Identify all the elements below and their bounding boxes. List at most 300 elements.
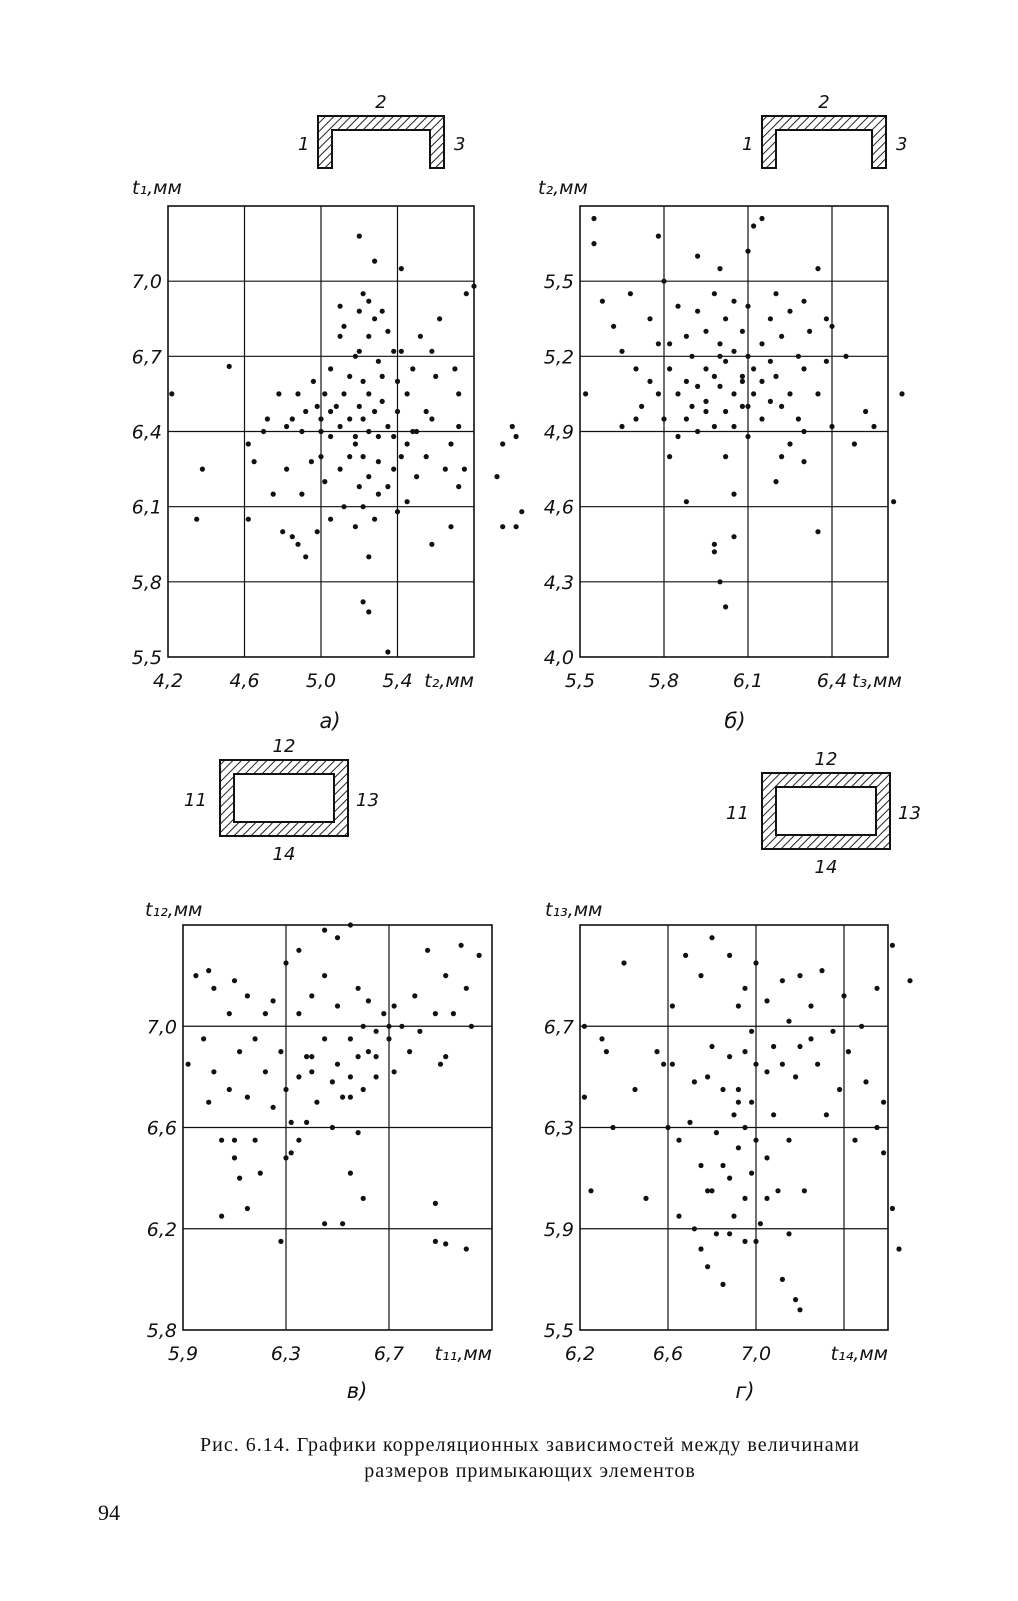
y-tick-label: 5,8 xyxy=(131,571,162,594)
x-tick-label: 5,9 xyxy=(167,1343,199,1365)
data-point xyxy=(703,329,708,334)
data-point xyxy=(361,1196,366,1201)
data-point xyxy=(695,254,700,259)
data-point xyxy=(779,404,784,409)
data-point xyxy=(335,1062,340,1067)
data-point xyxy=(283,1155,288,1160)
data-point xyxy=(751,223,756,228)
data-point xyxy=(779,454,784,459)
data-point xyxy=(661,416,666,421)
data-point xyxy=(194,517,199,522)
data-point xyxy=(731,1214,736,1219)
data-point xyxy=(619,349,624,354)
data-point xyxy=(462,467,467,472)
data-point xyxy=(412,993,417,998)
data-point xyxy=(237,1176,242,1181)
data-point xyxy=(802,1188,807,1193)
data-point xyxy=(438,1062,443,1067)
data-point xyxy=(768,316,773,321)
x-axis-label: t₂,мм xyxy=(424,670,474,692)
data-point xyxy=(815,266,820,271)
figure-caption xyxy=(130,1432,930,1484)
data-point xyxy=(709,1044,714,1049)
data-point xyxy=(410,429,415,434)
data-point xyxy=(392,1003,397,1008)
y-tick-label: 5,5 xyxy=(131,647,162,669)
data-point xyxy=(797,973,802,978)
data-point xyxy=(611,324,616,329)
data-point xyxy=(283,960,288,965)
y-tick-label: 5,5 xyxy=(543,1320,574,1342)
data-point xyxy=(356,1130,361,1135)
data-point xyxy=(328,409,333,414)
data-point xyxy=(278,1239,283,1244)
data-point xyxy=(874,1125,879,1130)
profile-label: 12 xyxy=(272,736,296,757)
data-point xyxy=(429,416,434,421)
data-point xyxy=(684,416,689,421)
data-point xyxy=(588,1188,593,1193)
data-point xyxy=(380,399,385,404)
data-point xyxy=(265,416,270,421)
data-point xyxy=(628,291,633,296)
y-tick-label: 7,0 xyxy=(146,1016,177,1039)
data-point xyxy=(759,416,764,421)
data-point xyxy=(591,216,596,221)
data-point xyxy=(456,391,461,396)
x-axis-label: t₁₁,мм xyxy=(434,1343,492,1365)
data-point xyxy=(808,1036,813,1041)
data-point xyxy=(731,424,736,429)
data-point xyxy=(727,1231,732,1236)
data-point xyxy=(712,424,717,429)
data-point xyxy=(366,391,371,396)
data-point xyxy=(464,986,469,991)
data-point xyxy=(338,467,343,472)
data-point xyxy=(219,1138,224,1143)
data-point xyxy=(348,1036,353,1041)
data-point xyxy=(632,1087,637,1092)
data-point xyxy=(374,1074,379,1079)
data-point xyxy=(742,1196,747,1201)
data-point xyxy=(335,935,340,940)
data-point xyxy=(619,424,624,429)
box-section-hollow xyxy=(234,774,334,822)
data-point xyxy=(689,354,694,359)
data-point xyxy=(385,649,390,654)
data-point xyxy=(456,484,461,489)
x-tick-label: 4,6 xyxy=(229,670,260,692)
y-tick-label: 5,2 xyxy=(543,346,574,369)
data-point xyxy=(773,479,778,484)
data-point xyxy=(361,1087,366,1092)
data-point xyxy=(720,1087,725,1092)
y-tick-label: 5,5 xyxy=(543,271,574,294)
data-point xyxy=(376,459,381,464)
data-point xyxy=(599,1036,604,1041)
data-point xyxy=(703,399,708,404)
y-axis-label: t₂,мм xyxy=(538,177,588,199)
data-point xyxy=(736,1003,741,1008)
data-point xyxy=(764,1069,769,1074)
data-point xyxy=(689,404,694,409)
data-point xyxy=(891,499,896,504)
profile-label: 1 xyxy=(742,134,754,155)
data-point xyxy=(896,1246,901,1251)
data-point xyxy=(193,973,198,978)
data-point xyxy=(376,359,381,364)
data-point xyxy=(361,454,366,459)
data-point xyxy=(621,960,626,965)
x-tick-label: 5,0 xyxy=(305,670,337,692)
data-point xyxy=(731,534,736,539)
data-point xyxy=(684,379,689,384)
data-point xyxy=(459,943,464,948)
data-point xyxy=(633,416,638,421)
data-point xyxy=(290,534,295,539)
data-point xyxy=(443,1054,448,1059)
data-point xyxy=(745,304,750,309)
data-point xyxy=(796,416,801,421)
data-point xyxy=(843,354,848,359)
data-point xyxy=(871,424,876,429)
data-point xyxy=(295,391,300,396)
data-point xyxy=(824,1112,829,1117)
data-point xyxy=(366,429,371,434)
data-point xyxy=(366,998,371,1003)
data-point xyxy=(227,1087,232,1092)
data-point xyxy=(348,922,353,927)
data-point xyxy=(742,1239,747,1244)
data-point xyxy=(582,1024,587,1029)
data-point xyxy=(797,1307,802,1312)
data-point xyxy=(334,404,339,409)
data-point xyxy=(304,1054,309,1059)
x-tick-label: 6,7 xyxy=(373,1343,405,1365)
data-point xyxy=(753,1239,758,1244)
data-point xyxy=(443,1241,448,1246)
data-point xyxy=(246,441,251,446)
profile-label: 11 xyxy=(184,790,207,811)
data-point xyxy=(824,359,829,364)
data-point xyxy=(846,1049,851,1054)
data-point xyxy=(361,599,366,604)
data-point xyxy=(723,454,728,459)
x-tick-label: 6,1 xyxy=(732,670,764,692)
data-point xyxy=(797,1044,802,1049)
data-point xyxy=(731,492,736,497)
data-point xyxy=(661,1062,666,1067)
data-point xyxy=(787,391,792,396)
data-point xyxy=(206,1100,211,1105)
data-point xyxy=(318,416,323,421)
data-point xyxy=(361,504,366,509)
data-point xyxy=(399,454,404,459)
data-point xyxy=(340,1095,345,1100)
profile-diagram xyxy=(298,92,465,168)
data-point xyxy=(376,492,381,497)
data-point xyxy=(742,986,747,991)
data-point xyxy=(841,993,846,998)
data-point xyxy=(709,1188,714,1193)
data-point xyxy=(764,998,769,1003)
data-point xyxy=(753,1138,758,1143)
x-tick-label: 6,3 xyxy=(270,1343,302,1365)
data-point xyxy=(443,467,448,472)
data-point xyxy=(740,379,745,384)
y-tick-label: 4,3 xyxy=(543,571,574,594)
data-point xyxy=(771,1044,776,1049)
data-point xyxy=(227,1011,232,1016)
data-point xyxy=(675,304,680,309)
data-point xyxy=(712,374,717,379)
data-point xyxy=(600,299,605,304)
data-point xyxy=(881,1150,886,1155)
data-point xyxy=(395,509,400,514)
data-point xyxy=(656,234,661,239)
data-point xyxy=(768,399,773,404)
data-point xyxy=(654,1049,659,1054)
data-point xyxy=(357,309,362,314)
data-point xyxy=(299,492,304,497)
data-point xyxy=(801,366,806,371)
data-point xyxy=(253,1036,258,1041)
data-point xyxy=(237,1049,242,1054)
x-tick-label: 7,0 xyxy=(740,1343,772,1365)
data-point xyxy=(245,993,250,998)
data-point xyxy=(405,499,410,504)
data-point xyxy=(386,1024,391,1029)
data-point xyxy=(357,404,362,409)
profile-label: 3 xyxy=(896,134,908,155)
data-point xyxy=(723,359,728,364)
data-point xyxy=(780,978,785,983)
data-point xyxy=(753,960,758,965)
profile-diagram xyxy=(726,749,921,878)
data-point xyxy=(347,374,352,379)
data-point xyxy=(863,409,868,414)
data-point xyxy=(759,379,764,384)
data-point xyxy=(736,1100,741,1105)
y-tick-label: 6,7 xyxy=(543,1016,574,1039)
data-point xyxy=(437,316,442,321)
data-point xyxy=(808,1003,813,1008)
data-point xyxy=(246,517,251,522)
channel-section xyxy=(318,116,444,168)
data-point xyxy=(399,1024,404,1029)
data-point xyxy=(263,1011,268,1016)
data-point xyxy=(717,266,722,271)
data-point xyxy=(647,379,652,384)
data-point xyxy=(322,973,327,978)
data-point xyxy=(391,349,396,354)
data-point xyxy=(698,973,703,978)
data-point xyxy=(751,366,756,371)
data-point xyxy=(414,474,419,479)
data-point xyxy=(357,234,362,239)
data-point xyxy=(366,609,371,614)
data-point xyxy=(670,1003,675,1008)
data-point xyxy=(874,986,879,991)
profile-label: 3 xyxy=(454,134,466,155)
data-point xyxy=(385,424,390,429)
data-point xyxy=(676,1214,681,1219)
data-point xyxy=(768,359,773,364)
data-point xyxy=(314,1100,319,1105)
data-point xyxy=(695,309,700,314)
data-point xyxy=(353,524,358,529)
profile-label: 13 xyxy=(898,803,921,824)
data-point xyxy=(271,1105,276,1110)
x-axis-label: t₁₄,мм xyxy=(830,1343,888,1365)
data-point xyxy=(391,467,396,472)
y-tick-label: 6,4 xyxy=(131,421,162,444)
data-point xyxy=(801,429,806,434)
data-point xyxy=(328,434,333,439)
data-point xyxy=(775,1188,780,1193)
data-point xyxy=(712,291,717,296)
data-point xyxy=(717,341,722,346)
y-tick-label: 6,6 xyxy=(146,1117,177,1140)
data-point xyxy=(283,1087,288,1092)
data-point xyxy=(780,1277,785,1282)
data-point xyxy=(740,329,745,334)
data-point xyxy=(464,291,469,296)
y-tick-label: 4,0 xyxy=(543,647,574,669)
x-axis-label: t₃,мм xyxy=(852,670,902,692)
data-point xyxy=(348,1095,353,1100)
data-point xyxy=(852,441,857,446)
data-point xyxy=(727,1054,732,1059)
data-point xyxy=(801,299,806,304)
profile-label: 1 xyxy=(298,134,310,155)
data-point xyxy=(815,529,820,534)
data-point xyxy=(890,943,895,948)
panel-label: в) xyxy=(346,1379,368,1403)
data-point xyxy=(749,1029,754,1034)
data-point xyxy=(211,986,216,991)
data-point xyxy=(714,1130,719,1135)
data-point xyxy=(731,349,736,354)
data-point xyxy=(245,1095,250,1100)
data-point xyxy=(425,948,430,953)
data-point xyxy=(348,1074,353,1079)
data-point xyxy=(859,1024,864,1029)
data-point xyxy=(703,366,708,371)
profile-diagram xyxy=(184,736,379,865)
data-point xyxy=(356,986,361,991)
data-point xyxy=(514,524,519,529)
data-point xyxy=(519,509,524,514)
data-point xyxy=(322,928,327,933)
data-point xyxy=(304,1120,309,1125)
data-point xyxy=(330,1079,335,1084)
data-point xyxy=(219,1214,224,1219)
panel-label: б) xyxy=(724,709,746,733)
data-point xyxy=(714,1231,719,1236)
data-point xyxy=(253,1138,258,1143)
data-point xyxy=(787,441,792,446)
data-point xyxy=(745,434,750,439)
x-tick-label: 6,6 xyxy=(652,1343,684,1365)
data-point xyxy=(366,554,371,559)
data-point xyxy=(340,1221,345,1226)
data-point xyxy=(705,1264,710,1269)
data-point xyxy=(451,1011,456,1016)
data-point xyxy=(424,454,429,459)
x-tick-label: 5,4 xyxy=(382,670,413,692)
panel-label: г) xyxy=(735,1379,755,1403)
data-point xyxy=(731,299,736,304)
data-point xyxy=(723,409,728,414)
data-point xyxy=(284,467,289,472)
y-axis-label: t₁₂,мм xyxy=(145,899,203,921)
channel-section xyxy=(762,116,886,168)
y-tick-label: 7,0 xyxy=(131,271,162,294)
data-point xyxy=(296,1138,301,1143)
data-point xyxy=(303,409,308,414)
data-point xyxy=(296,1074,301,1079)
data-point xyxy=(372,409,377,414)
data-point xyxy=(787,309,792,314)
data-point xyxy=(727,953,732,958)
x-tick-label: 4,2 xyxy=(152,670,184,692)
data-point xyxy=(852,1138,857,1143)
data-point xyxy=(395,379,400,384)
data-point xyxy=(742,1049,747,1054)
data-point xyxy=(807,329,812,334)
data-point xyxy=(341,391,346,396)
data-point xyxy=(433,1201,438,1206)
data-point xyxy=(278,1049,283,1054)
data-point xyxy=(815,391,820,396)
data-point xyxy=(357,349,362,354)
data-point xyxy=(448,524,453,529)
data-point xyxy=(709,935,714,940)
chart-panel-2 xyxy=(538,92,907,733)
data-point xyxy=(361,379,366,384)
data-point xyxy=(819,968,824,973)
data-point xyxy=(740,374,745,379)
data-point xyxy=(684,334,689,339)
data-point xyxy=(338,334,343,339)
data-point xyxy=(773,291,778,296)
data-point xyxy=(500,441,505,446)
data-point xyxy=(309,1069,314,1074)
data-point xyxy=(299,429,304,434)
data-point xyxy=(322,479,327,484)
data-point xyxy=(433,374,438,379)
data-point xyxy=(318,429,323,434)
data-point xyxy=(201,1036,206,1041)
data-point xyxy=(309,1054,314,1059)
data-point xyxy=(372,316,377,321)
x-tick-label: 5,8 xyxy=(648,670,680,692)
data-point xyxy=(417,1029,422,1034)
data-point xyxy=(374,1054,379,1059)
data-point xyxy=(779,334,784,339)
data-point xyxy=(335,1003,340,1008)
data-point xyxy=(206,968,211,973)
data-point xyxy=(289,1150,294,1155)
data-point xyxy=(692,1226,697,1231)
data-point xyxy=(322,1036,327,1041)
profile-label: 2 xyxy=(818,92,830,113)
data-point xyxy=(723,316,728,321)
data-point xyxy=(309,459,314,464)
data-point xyxy=(322,391,327,396)
data-point xyxy=(731,391,736,396)
